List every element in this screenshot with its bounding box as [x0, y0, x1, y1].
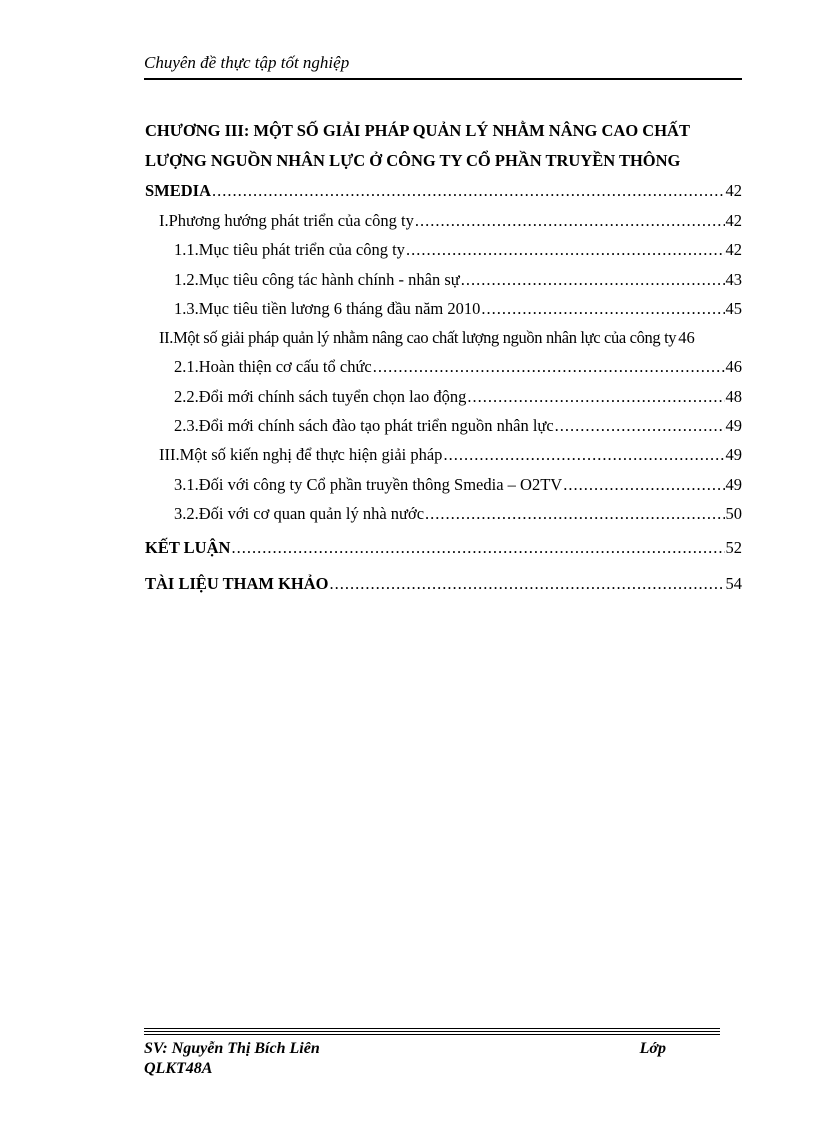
toc-entry-section-2[interactable]: [145, 323, 742, 352]
toc-entry-text: 3.1.Đối với công ty Cổ phần truyền thông Smedia – O2TV: [174, 474, 563, 494]
toc-entry-page: 54: [725, 574, 742, 594]
toc-entry-conclusion[interactable]: [145, 530, 742, 566]
header-title: Chuyên đề thực tập tốt nghiệp: [144, 53, 350, 72]
dot-leader: [415, 206, 725, 235]
dot-leader: [467, 382, 724, 411]
toc-entry-text: KẾT LUẬN: [145, 538, 231, 558]
toc-entry-1-3[interactable]: [145, 294, 742, 323]
toc-entry-2-2[interactable]: [145, 382, 742, 411]
dot-leader: [212, 176, 724, 206]
toc-entry-section-1[interactable]: [145, 206, 742, 235]
footer-rule: [144, 1034, 720, 1035]
toc-entry-3-2[interactable]: [145, 499, 742, 528]
toc-entry-text: 1.1.Mục tiêu phát triển của công ty: [174, 240, 405, 260]
toc-entry-page: 46: [725, 357, 742, 377]
toc-entry-references[interactable]: [145, 566, 742, 602]
dot-leader: [330, 566, 725, 602]
toc-entry-text: III.Một số kiến nghị để thực hiện giải pháp: [159, 445, 443, 465]
dot-leader: [461, 265, 725, 294]
header-rule: [144, 78, 742, 80]
page-header: [144, 50, 742, 80]
toc-entry-text: 3.2.Đối với cơ quan quản lý nhà nước: [174, 503, 425, 523]
toc-entry-page: 49: [725, 416, 742, 436]
toc-entry-text: 1.3.Mục tiêu tiền lương 6 tháng đầu năm 2010: [174, 298, 481, 318]
toc-entry-page: 50: [725, 503, 742, 523]
toc-entry-page: 42: [725, 211, 742, 230]
toc-entry-section-3[interactable]: [145, 440, 742, 469]
toc-entry-page: 52: [725, 538, 742, 558]
footer-rule: [144, 1028, 720, 1029]
dot-leader: [231, 530, 724, 566]
footer-student-name: SV: Nguyễn Thị Bích Liên: [144, 1040, 320, 1057]
toc-entry-page: 49: [725, 474, 742, 494]
toc-entry-text: I.Phương hướng phát triển của công ty: [159, 211, 414, 230]
toc-entry-3-1[interactable]: [145, 470, 742, 499]
dot-leader: [425, 499, 724, 528]
toc-entry-text: 1.2.Mục tiêu công tác hành chính - nhân sự: [174, 269, 460, 289]
toc-entry-text: II.Một số giải pháp quản lý nhằm nâng cao chất lượng nguồn nhân lực của công ty: [159, 328, 677, 348]
toc-chapter-3[interactable]: [145, 116, 742, 206]
toc-entry-text: 2.2.Đổi mới chính sách tuyển chọn lao động: [174, 386, 467, 406]
dot-leader: [563, 470, 724, 499]
toc-entry-page: 49: [725, 445, 742, 465]
footer-class-label: Lớp: [639, 1040, 666, 1057]
toc-entry-2-1[interactable]: [145, 352, 742, 381]
toc-entry-page: 48: [725, 386, 742, 406]
toc-entry-1-1[interactable]: [145, 235, 742, 264]
page-footer: [144, 1028, 720, 1079]
footer-class-code: QLKT48A: [144, 1060, 213, 1077]
toc-entry-2-3[interactable]: [145, 411, 742, 440]
dot-leader: [555, 411, 725, 440]
footer-rule: [144, 1031, 720, 1032]
chapter-title-line-1: CHƯƠNG III: MỘT SỐ GIẢI PHÁP QUẢN LÝ NHẰM NÂNG CAO CHẤT: [145, 121, 690, 140]
toc-entry-1-2[interactable]: [145, 265, 742, 294]
table-of-contents: [145, 116, 742, 602]
dot-leader: [406, 235, 725, 264]
dot-leader: [443, 440, 724, 469]
toc-entry-page: 43: [725, 269, 742, 289]
toc-entry-page: 45: [725, 298, 742, 318]
dot-leader: [481, 294, 724, 323]
toc-entry-text: TÀI LIỆU THAM KHẢO: [145, 574, 329, 594]
toc-entry-text: 2.3.Đổi mới chính sách đào tạo phát triển nguồn nhân lực: [174, 416, 554, 436]
chapter-title-line-2: LƯỢNG NGUỒN NHÂN LỰC Ở CÔNG TY CỔ PHẦN TRUYỀN THÔNG: [145, 151, 681, 170]
toc-entry-page: 42: [725, 240, 742, 260]
toc-entry-text: 2.1.Hoàn thiện cơ cấu tổ chức: [174, 357, 372, 377]
toc-entry-page: 46: [678, 328, 695, 348]
chapter-page-number: 42: [725, 181, 742, 200]
chapter-title-line-3: SMEDIA: [145, 181, 212, 200]
dot-leader: [373, 352, 725, 381]
